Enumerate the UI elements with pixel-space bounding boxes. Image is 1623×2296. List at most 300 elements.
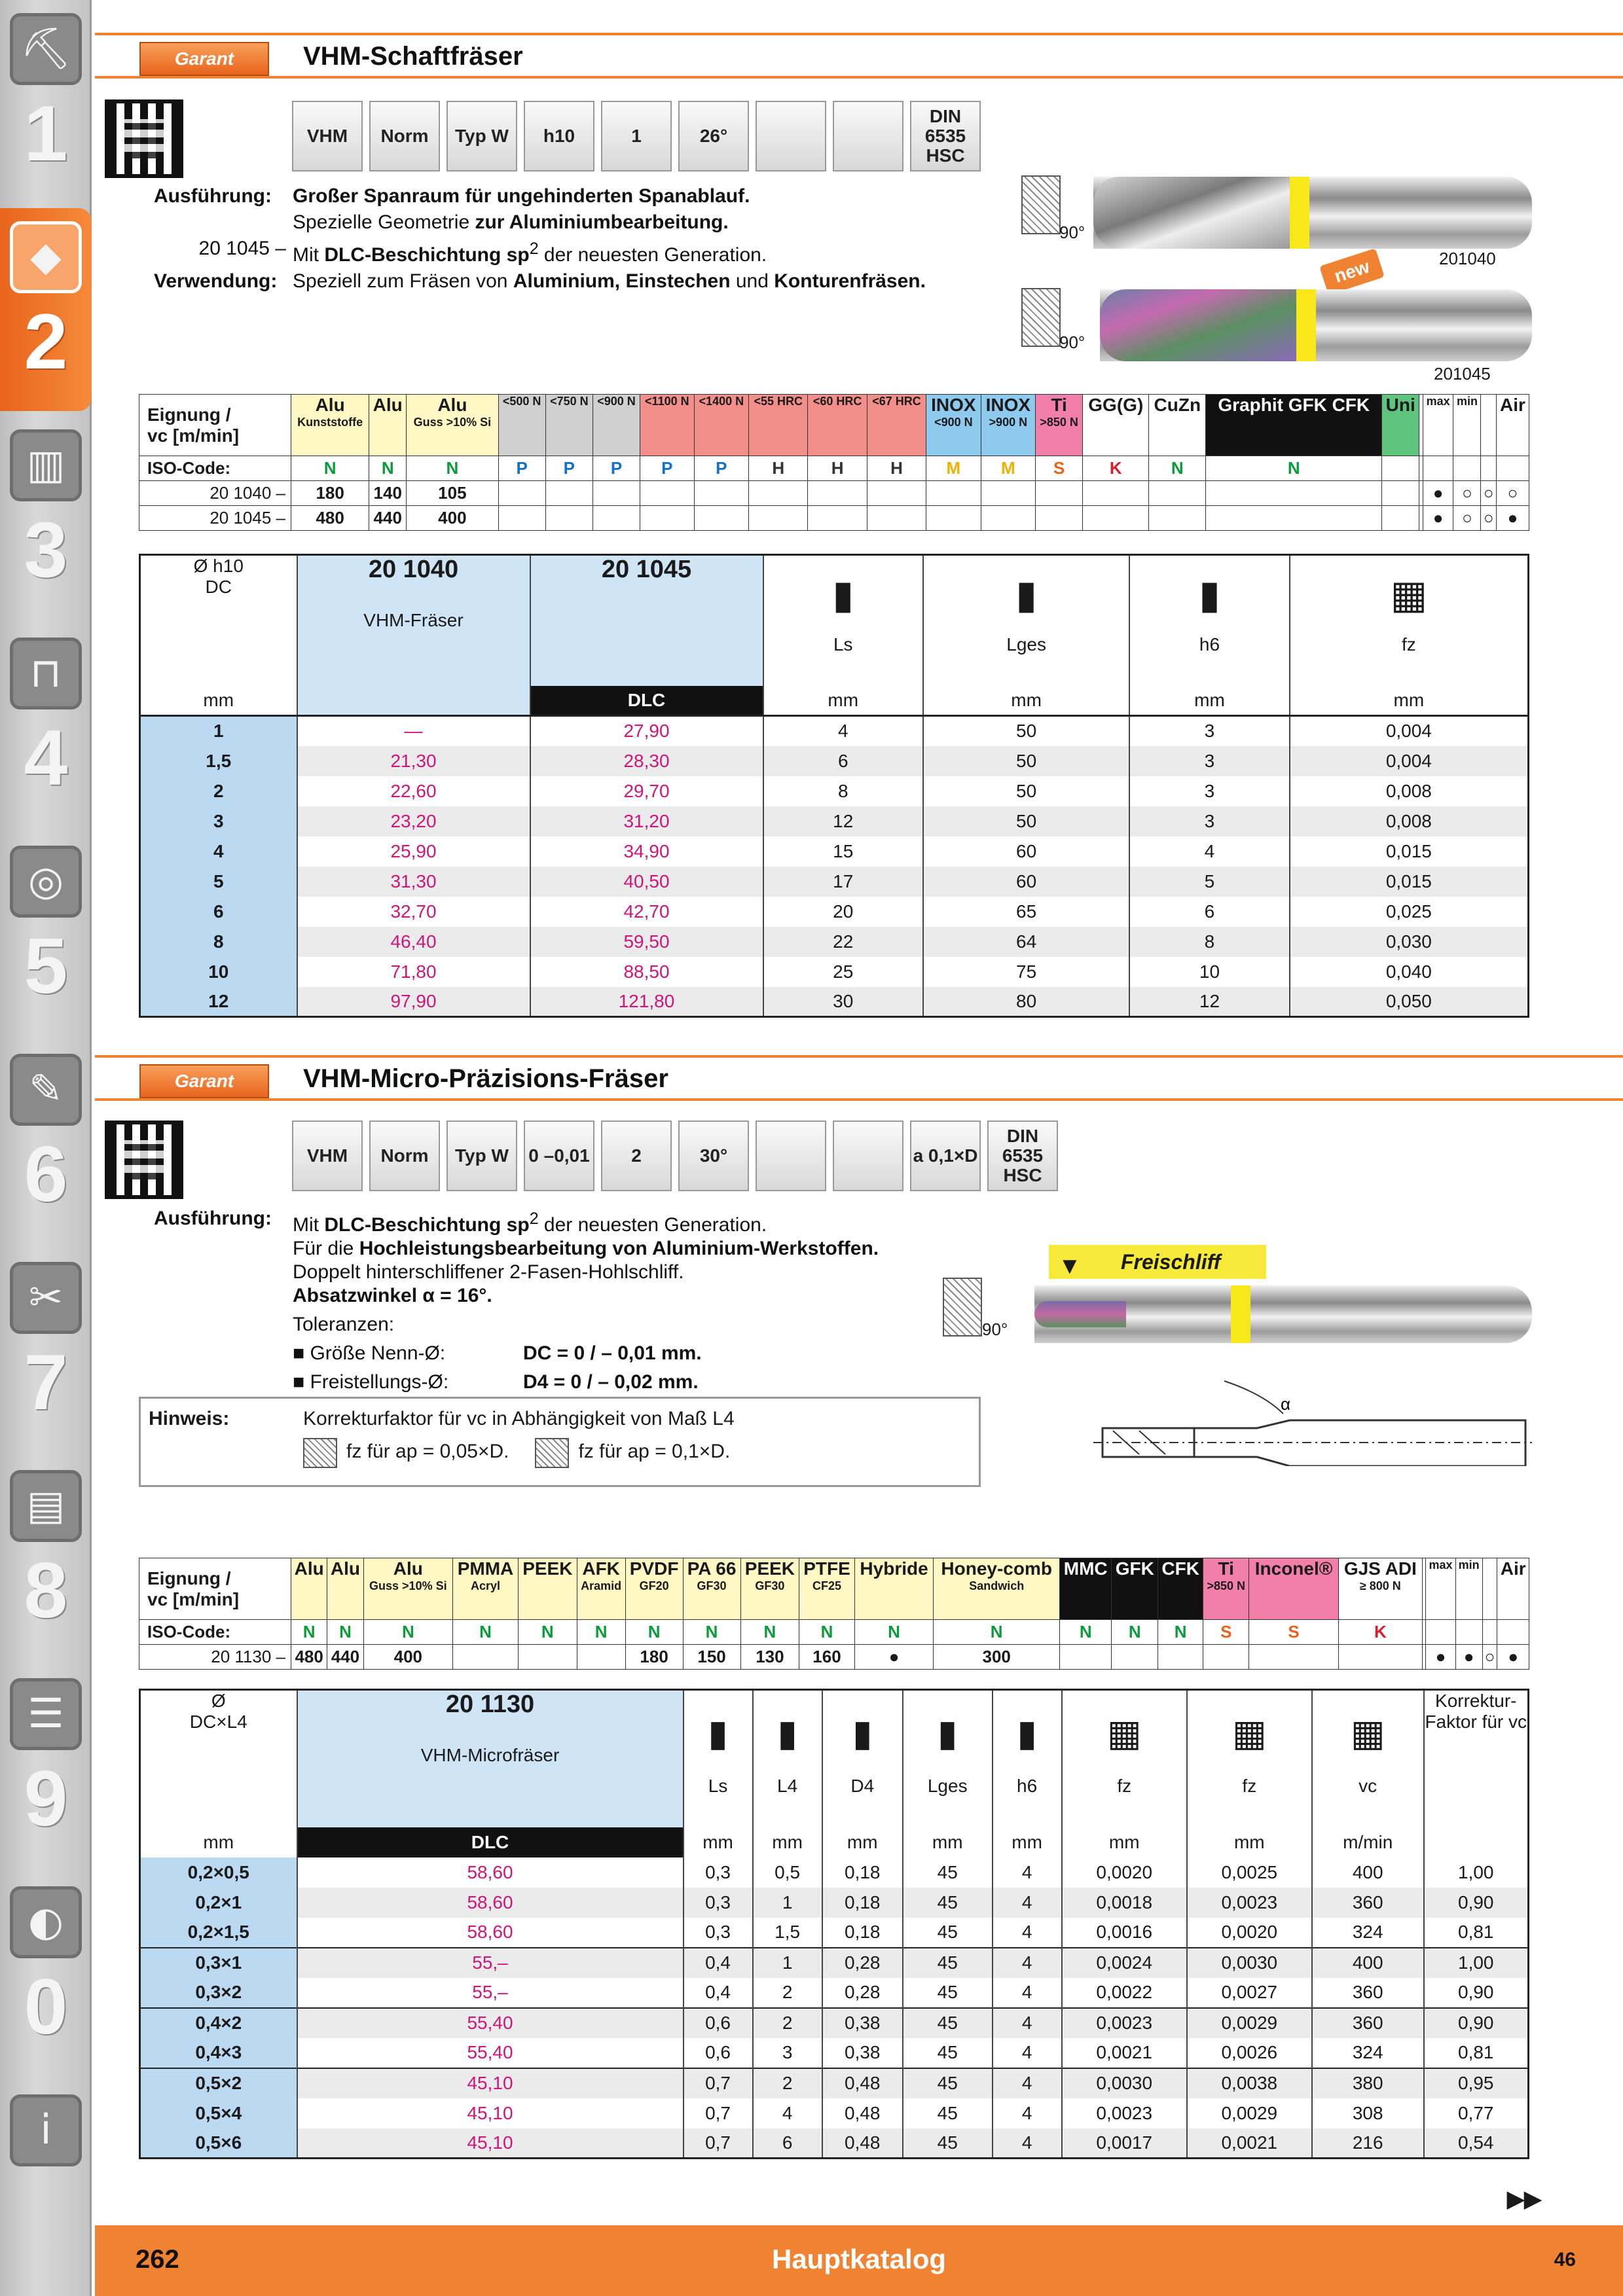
cell: 45	[903, 1978, 993, 2008]
new-badge: new	[1319, 248, 1385, 295]
cell: 0,0018	[1062, 1888, 1187, 1918]
cell[interactable]: 71,80	[297, 957, 530, 987]
cutting-speed	[808, 481, 867, 506]
property-icon: a 0,1×D	[910, 1121, 981, 1191]
article-code: 20 1130 –	[139, 1645, 291, 1670]
cutting-speed: 480	[291, 506, 369, 531]
table-row	[140, 867, 1529, 897]
cell[interactable]: 58,60	[297, 1918, 684, 1948]
chapter-tab-7[interactable]	[0, 1249, 92, 1452]
chapter-tab-5[interactable]	[0, 833, 92, 1035]
material-sub: min	[1458, 1558, 1480, 1571]
iso-code: S	[1036, 456, 1083, 481]
cell: 50	[923, 806, 1129, 836]
cell: 15	[763, 836, 924, 867]
cell[interactable]: 31,30	[297, 867, 530, 897]
cell: 50	[923, 716, 1129, 746]
cell[interactable]: 45,10	[297, 2128, 684, 2159]
property-icon: DIN 6535 HSC	[910, 101, 981, 171]
property-icon	[833, 101, 903, 171]
cutting-speed: ●	[1423, 506, 1453, 531]
material-sub: max	[1429, 1558, 1453, 1571]
cell: 12	[1129, 987, 1290, 1017]
cutting-speed: 105	[407, 481, 498, 506]
cell[interactable]: 45,10	[297, 2068, 684, 2098]
property-icon: h10	[524, 101, 594, 171]
iso-code: S	[1203, 1620, 1249, 1645]
cell: 45	[903, 1918, 993, 1948]
cell: 4	[993, 2068, 1062, 2098]
cell[interactable]: 31,20	[530, 806, 763, 836]
iso-code: N	[327, 1620, 363, 1645]
info-icon: i	[10, 2094, 82, 2166]
material-header	[1423, 395, 1453, 456]
chapter-number: 9	[24, 1755, 68, 1842]
material-header	[1083, 395, 1149, 456]
caliper-icon: ⊓	[10, 637, 82, 709]
spacer	[1424, 1827, 1529, 1857]
cell: 12	[763, 806, 924, 836]
material-sub: Aramid	[581, 1579, 622, 1592]
material-name: INOX	[931, 395, 976, 415]
material-header	[291, 395, 369, 456]
article-header-201045	[530, 555, 763, 686]
cell: 2	[753, 1978, 822, 2008]
property-icon: VHM	[292, 1121, 363, 1191]
iso-code: P	[640, 456, 694, 481]
cell: 60	[923, 836, 1129, 867]
material-sub: ≥ 800 N	[1359, 1579, 1401, 1592]
article-code: 20 1045 –	[139, 506, 291, 531]
cutting-speed	[1158, 1645, 1203, 1670]
col-header-fz	[1290, 555, 1529, 686]
cell: 0,28	[822, 1948, 903, 1978]
property-icon: Norm	[369, 1121, 440, 1191]
label-line: Eignung /	[147, 404, 231, 425]
material-name: Alu	[330, 1558, 361, 1579]
chapter-number: 0	[24, 1963, 68, 2051]
material-header	[1497, 395, 1529, 456]
col-label: Lges	[927, 1776, 968, 1796]
correction-factor-header: Korrektur-Faktor für vc	[1424, 1690, 1529, 1827]
cell: 0,3	[684, 1857, 753, 1888]
material-sub: CF25	[812, 1579, 841, 1592]
col-label: fz	[1401, 634, 1416, 655]
unit: mm	[903, 1827, 993, 1857]
cutting-speed: 400	[407, 506, 498, 531]
cell: 0,0017	[1062, 2128, 1187, 2159]
material-sub: Guss >10% Si	[413, 416, 492, 429]
material-header	[1249, 1558, 1339, 1620]
property-icon: 26°	[678, 101, 749, 171]
description-block: Ausführung: Großer Spanraum für ungehinderten Spanablauf. Spezielle Geometrie zur Aluminiumbearbeitung. 20 1045 – Mit DLC-Beschichtung $sp^2$ der neuesten Generation. Verwendung: Speziell zum Fräsen von Aluminium, Einstechen und Konturenfräsen.	[154, 185, 926, 292]
material-header	[1338, 1558, 1422, 1620]
material-header	[981, 395, 1035, 456]
cell: 0,0023	[1062, 2098, 1187, 2128]
cutting-speed	[694, 506, 749, 531]
tool-case-icon: ▤	[10, 1470, 82, 1542]
col-label: Ls	[708, 1776, 728, 1796]
cell: 22	[763, 927, 924, 957]
chapter-tab-8[interactable]	[0, 1457, 92, 1660]
iso-code: H	[808, 456, 867, 481]
cell: 0,4×3	[140, 2038, 297, 2068]
cell[interactable]: 42,70	[530, 897, 763, 927]
cutting-speed: ○	[1482, 1645, 1497, 1670]
cell[interactable]: 55,40	[297, 2038, 684, 2068]
chapter-tab-6[interactable]	[0, 1041, 92, 1244]
unit: mm	[993, 1827, 1062, 1857]
cutting-speed	[981, 481, 1035, 506]
section-title: VHM-Micro-Präzisions-Fräser	[303, 1064, 668, 1093]
unit: mm	[140, 686, 297, 716]
iso-code: N	[625, 1620, 683, 1645]
cell: 0,0030	[1187, 1948, 1312, 1978]
material-sub: <1400 N	[699, 395, 744, 408]
material-sub: Sandwich	[969, 1579, 1025, 1592]
property-icon: 1	[601, 101, 672, 171]
brand-label: VHM-Microfräser	[420, 1745, 560, 1765]
cutting-speed	[640, 481, 694, 506]
material-sub: <67 HRC	[872, 395, 921, 408]
cell[interactable]: 40,50	[530, 867, 763, 897]
cell: 0,5×4	[140, 2098, 297, 2128]
cell: 0,48	[822, 2068, 903, 2098]
dlc-label: DLC	[530, 686, 763, 716]
cell: 400	[1312, 1857, 1424, 1888]
article-code: 20 1040 –	[139, 481, 291, 506]
iso-code: N	[407, 456, 498, 481]
cell[interactable]: 88,50	[530, 957, 763, 987]
property-icon: DIN 6535 HSC	[987, 1121, 1058, 1191]
cell: 360	[1312, 1978, 1424, 2008]
cell[interactable]: 97,90	[297, 987, 530, 1017]
col-label: h6	[1017, 1776, 1038, 1796]
cell[interactable]: 21,30	[297, 746, 530, 776]
material-name: Uni	[1385, 395, 1415, 415]
iso-code: N	[854, 1620, 934, 1645]
table-row	[140, 897, 1529, 927]
cell: 0,015	[1290, 836, 1529, 867]
suitability-label	[139, 395, 291, 456]
chapter-number: 7	[24, 1338, 68, 1426]
qr-code[interactable]	[105, 1121, 183, 1199]
cutting-speed: 440	[369, 506, 407, 531]
material-sub: Kunststoffe	[297, 416, 363, 429]
cell: 0,0021	[1062, 2038, 1187, 2068]
material-header	[1036, 395, 1083, 456]
dlc-label: DLC	[297, 1827, 684, 1857]
cell: 216	[1312, 2128, 1424, 2159]
table-row	[140, 2038, 1529, 2068]
col-label: Lges	[1006, 634, 1046, 655]
table-row	[140, 2128, 1529, 2159]
property-icon: Norm	[369, 101, 440, 171]
cell[interactable]: 27,90	[530, 716, 763, 746]
chapter-tab-4[interactable]	[0, 624, 92, 827]
cell: 308	[1312, 2098, 1424, 2128]
cell: 0,5×2	[140, 2068, 297, 2098]
col-label: DC	[205, 577, 232, 597]
image-code-201040: 201040	[1439, 249, 1496, 268]
unit: mm	[763, 686, 924, 716]
cell[interactable]: 55,40	[297, 2008, 684, 2038]
material-header	[1112, 1558, 1158, 1620]
cell: 8	[763, 776, 924, 806]
material-name: Alu	[437, 395, 467, 415]
cell: 6	[1129, 897, 1290, 927]
diameter-header	[140, 555, 297, 686]
chapter-tab-2[interactable]	[0, 208, 92, 411]
suitability-label	[139, 1558, 291, 1620]
material-sub: min	[1456, 395, 1478, 408]
cell: 3	[1129, 716, 1290, 746]
tool-dimension-drawing	[1093, 1374, 1539, 1466]
material-header	[1206, 395, 1382, 456]
cell: 0,3×2	[140, 1978, 297, 2008]
qr-code[interactable]	[105, 99, 183, 178]
cell: 0,0023	[1187, 1888, 1312, 1918]
col-header	[1187, 1690, 1312, 1827]
cell[interactable]: 55,–	[297, 1978, 684, 2008]
material-header	[1453, 395, 1481, 456]
article-number: 20 1045	[601, 556, 692, 583]
iso-code: K	[1083, 456, 1149, 481]
cell[interactable]: 23,20	[297, 806, 530, 836]
chapter-tab-info[interactable]	[0, 2081, 92, 2284]
cutting-speed: ○	[1453, 481, 1481, 506]
property-icon: 0 –0,01	[524, 1121, 594, 1191]
iso-code: M	[926, 456, 981, 481]
alu-icon: ▦	[1350, 1712, 1385, 1753]
material-sub: <900 N	[597, 395, 636, 408]
cell: 12	[140, 987, 297, 1017]
cell: 0,95	[1424, 2068, 1529, 2098]
tool-dim-icon: ▮	[708, 1712, 728, 1753]
cell: 1	[140, 716, 297, 746]
iso-code: N	[934, 1620, 1060, 1645]
cell[interactable]: 29,70	[530, 776, 763, 806]
iso-code: N	[740, 1620, 799, 1645]
pliers-icon: ✂	[10, 1262, 82, 1334]
arrow-down-icon: ▼	[1058, 1252, 1082, 1279]
table-row	[140, 2098, 1529, 2128]
cell: 0,008	[1290, 806, 1529, 836]
cell: 1,00	[1424, 1857, 1529, 1888]
material-header	[625, 1558, 683, 1620]
col-label: vc	[1359, 1776, 1377, 1796]
cell: 0,0026	[1187, 2038, 1312, 2068]
cell[interactable]: 58,60	[297, 1857, 684, 1888]
iso-code: N	[518, 1620, 577, 1645]
cell: 0,004	[1290, 746, 1529, 776]
table-row	[140, 776, 1529, 806]
cell: 0,3	[684, 1888, 753, 1918]
cell[interactable]: 28,30	[530, 746, 763, 776]
table-row	[140, 2008, 1529, 2038]
cell: 45	[903, 1888, 993, 1918]
page-sub-number: 46	[1554, 2249, 1576, 2270]
cell: 4	[140, 836, 297, 867]
cutting-speed	[577, 1645, 625, 1670]
material-header	[1482, 1558, 1497, 1620]
cutting-speed	[694, 481, 749, 506]
cutting-speed	[867, 506, 926, 531]
material-name: PEEK	[522, 1558, 573, 1579]
property-icon: Typ W	[447, 101, 517, 171]
cell: 6	[753, 2128, 822, 2159]
material-name: Ti	[1218, 1558, 1234, 1579]
cutting-speed	[867, 481, 926, 506]
col-label: fz	[1117, 1776, 1132, 1796]
material-header	[545, 395, 593, 456]
col-header-h6	[1129, 555, 1290, 686]
drill-icon: ⛏	[10, 13, 82, 85]
iso-code: N	[1060, 1620, 1112, 1645]
material-name: Hybride	[860, 1558, 928, 1579]
col-label: Ls	[833, 634, 853, 655]
cell: 6	[140, 897, 297, 927]
cell[interactable]: 25,90	[297, 836, 530, 867]
cell[interactable]: 45,10	[297, 2098, 684, 2128]
table-row	[140, 806, 1529, 836]
material-name: PMMA	[457, 1558, 514, 1579]
col-header	[1312, 1690, 1424, 1827]
section-header-schaftfraeser	[95, 33, 1623, 79]
lges-icon: ▮	[1015, 573, 1038, 617]
material-header	[740, 1558, 799, 1620]
cell: 0,0038	[1187, 2068, 1312, 2098]
article-number: 20 1130	[445, 1691, 535, 1718]
cutting-speed	[1203, 1645, 1249, 1670]
cell: 1	[753, 1948, 822, 1978]
chapter-number: 6	[24, 1130, 68, 1218]
col-header-ls	[763, 555, 924, 686]
cell: 0,48	[822, 2128, 903, 2159]
cutting-speed: ●	[1426, 1645, 1455, 1670]
cell: 50	[923, 776, 1129, 806]
cell: 45	[903, 1857, 993, 1888]
ap-005-icon	[303, 1438, 337, 1468]
section-header-micro	[95, 1055, 1623, 1101]
cell: 0,18	[822, 1857, 903, 1888]
cell: 0,015	[1290, 867, 1529, 897]
cell: 0,7	[684, 2068, 753, 2098]
material-header	[369, 395, 407, 456]
chapter-tab-3[interactable]	[0, 416, 92, 619]
material-name: AFK	[582, 1558, 620, 1579]
property-icon	[756, 1121, 826, 1191]
table-row	[140, 1857, 1529, 1888]
cell: 0,2×1,5	[140, 1918, 297, 1948]
material-header	[1382, 395, 1419, 456]
iso-code: N	[1206, 456, 1382, 481]
garant-logo: Garant	[139, 42, 269, 76]
description-block-2: Ausführung: Mit DLC-Beschichtung $sp^2$ der neuesten Generation. Für die Hochleistungsbearbeitung von Aluminium-Werkstoffen. Doppelt hinterschliffener 2-Fasen-Hohlschliff. Absatzwinkel α = 16°. Toleranzen: ■ Größe Nenn-Ø: DC = 0 / – 0,01 mm. ■ Freistellungs-Ø: D4 = 0 / – 0,02 mm.	[154, 1208, 879, 1393]
property-icon-row	[292, 101, 981, 171]
chapter-tab-9[interactable]	[0, 1665, 92, 1868]
unit: mm	[1062, 1827, 1187, 1857]
cell[interactable]: 46,40	[297, 927, 530, 957]
cell: 0,008	[1290, 776, 1529, 806]
label-line: Eignung /	[147, 1568, 231, 1588]
ls-icon: ▮	[832, 573, 854, 617]
material-header	[1426, 1558, 1455, 1620]
material-header	[453, 1558, 519, 1620]
cell[interactable]: 59,50	[530, 927, 763, 957]
iso-label: ISO-Code:	[139, 456, 291, 481]
cell[interactable]: 55,–	[297, 1948, 684, 1978]
cell[interactable]: —	[297, 716, 530, 746]
material-sub: <500 N	[502, 395, 541, 408]
material-header	[1060, 1558, 1112, 1620]
cutting-speed: 140	[369, 481, 407, 506]
cutting-speed	[498, 481, 545, 506]
table-row	[140, 836, 1529, 867]
cell: 20	[763, 897, 924, 927]
unit: mm	[140, 1827, 297, 1857]
garant-logo: Garant	[139, 1064, 269, 1098]
cell: 4	[753, 2098, 822, 2128]
cell: 0,81	[1424, 1918, 1529, 1948]
tool-image-201045	[1100, 289, 1532, 361]
cell: 4	[993, 1948, 1062, 1978]
col-header-lges	[923, 555, 1129, 686]
chapter-tab-1[interactable]	[0, 0, 92, 203]
cutting-speed	[498, 506, 545, 531]
catalog-title: Hauptkatalog	[771, 2244, 947, 2274]
cell: 4	[993, 2008, 1062, 2038]
hint-box: Hinweis: Korrekturfaktor für vc in Abhängigkeit von Maß L4 fz für ap = 0,05×D. fz für ap = 0,1×D.	[139, 1397, 981, 1487]
material-name: INOX	[985, 395, 1031, 415]
cutting-speed	[1206, 506, 1382, 531]
cell[interactable]: 22,60	[297, 776, 530, 806]
iso-code: N	[577, 1620, 625, 1645]
material-sub: <60 HRC	[812, 395, 862, 408]
material-header	[694, 395, 749, 456]
cell[interactable]: 58,60	[297, 1888, 684, 1918]
chapter-number: 3	[24, 506, 68, 594]
iso-code	[1497, 1620, 1529, 1645]
cell[interactable]: 32,70	[297, 897, 530, 927]
material-name: Ti	[1051, 395, 1067, 415]
cutting-speed: 480	[291, 1645, 327, 1670]
cutting-speed	[926, 506, 981, 531]
material-header	[1481, 395, 1497, 456]
material-sub: GF30	[697, 1579, 727, 1592]
next-page-icon[interactable]: ▶▶	[1507, 2187, 1542, 2212]
iso-code: N	[363, 1620, 452, 1645]
cell: 0,0020	[1062, 1857, 1187, 1888]
iso-code	[1482, 1620, 1497, 1645]
cell: 0,4	[684, 1978, 753, 2008]
cell[interactable]: 121,80	[530, 987, 763, 1017]
cell[interactable]: 34,90	[530, 836, 763, 867]
material-sub: GF30	[755, 1579, 785, 1592]
cell: 0,040	[1290, 957, 1529, 987]
cell: 0,18	[822, 1888, 903, 1918]
material-name: Alu	[373, 395, 403, 415]
chapter-tab-0[interactable]	[0, 1873, 92, 2076]
cell: 3	[1129, 746, 1290, 776]
cell: 0,030	[1290, 927, 1529, 957]
cell: 0,0022	[1062, 1978, 1187, 2008]
table-row	[140, 1978, 1529, 2008]
cell: 3	[753, 2038, 822, 2068]
article-header-201040	[297, 555, 530, 686]
material-name: PA 66	[687, 1558, 737, 1579]
iso-code: M	[981, 456, 1035, 481]
